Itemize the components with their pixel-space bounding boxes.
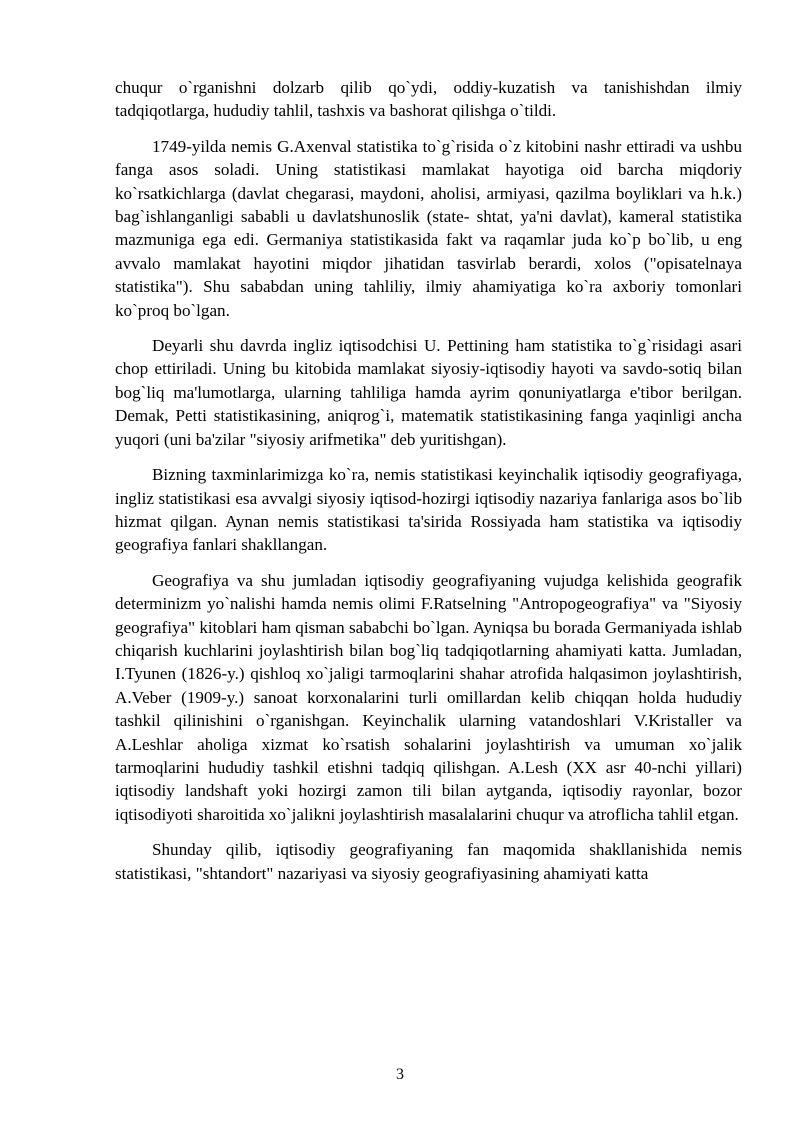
page-number: 3: [396, 1066, 404, 1083]
paragraph-conclusion: Shunday qilib, iqtisodiy geografiyaning fan maqomida shakllanishida nemis statistikasi, "shtandort" nazariyasi va siyosiy geografiyasining ahamiyati katta: [115, 840, 742, 883]
paragraph-geography-origins: Geografiya va shu jumladan iqtisodiy geografiyaning vujudga kelishida geografik determinizm yo`nalishi hamda nemis olimi F.Ratselning "Antropogeografiya" va "Siyosiy geografiya" kitoblari ham qisman sababchi bo`lgan. Ayniqsa bu borada Germaniyada ishlab chiqarish kuchlarini joylashtirish bilan bog`liq tadqiqotlarning ahamiyati katta. Jumladan, I.Tyunen (1826-y.) qishloq xo`jaligi tarmoqlarini shahar atrofida halqasimon joylashtirish, A.Veber (1909-y.) sanoat korxonalarini turli omillardan kelib chiqqan holda hududiy tashkil qilinishini o`rganishgan. Keyinchalik ularning vatandoshlari V.Kristaller va A.Leshlar aholiga xizmat ko`rsatish sohalarini joylashtirish va umuman xo`jalik tarmoqlarini hududiy tashkil etishni tadqiq qilishgan. A.Lesh (XX asr 40-nchi yillari) iqtisodiy landshaft yoki hozirgi zamon tili bilan aytganda, iqtisodiy rayonlar, bozor iqtisodiyoti sharoitida xo`jalikni joylashtirish masalalarini chuqur va atroflicha tahlil etgan.: [115, 570, 742, 824]
paragraph-axenval: 1749-yilda nemis G.Axenval statistika to`g`risida o`z kitobini nashr ettiradi va ushbu fanga asos soladi. Uning statistikasi mamlakat hayotiga oid barcha miqdoriy ko`rsatkichlarga (davlat chegarasi, maydoni, aholisi, armiyasi, qazilma boyliklari va h.k.) bag`ishlanganligi sababli u davlatshunoslik (state- shtat, ya'ni davlat), kameral statistika mazmuniga ega edi. Germaniya statistikasida fakt va raqamlar juda ko`p bo`lib, u eng avvalo mamlakat hayotini miqdor jihatidan tasvirlab berardi, xolos ("opisatelnaya statistika"). Shu sababdan uning tahliliy, ilmiy ahamiyatiga ko`ra axboriy tomonlari ko`proq bo`lgan.: [115, 136, 742, 320]
paragraph-petti: Deyarli shu davrda ingliz iqtisodchisi U. Pettining ham statistika to`g`risidagi asari chop ettiriladi. Uning bu kitobida mamlakat siyosiy-iqtisodiy hayoti va savdo-sotiq bilan bog`liq ma'lumotlarga, ularning tahliliga hamda ayrim qonuniyatlarga e'tibor berilgan. Demak, Petti statistikasining, aniqrog`i, matematik statistikasining fanga yaqinligi ancha yuqori (uni ba'zilar "siyosiy arifmetika" deb yuritishgan).: [115, 336, 742, 449]
paragraph-continuation: chuqur o`rganishni dolzarb qilib qo`ydi, oddiy-kuzatish va tanishishdan ilmiy tadqiqotlarga, hududiy tahlil, tashxis va bashorat qilishga o`tildi.: [115, 78, 742, 121]
paragraph-statistics-influence: Bizning taxminlarimizga ko`ra, nemis statistikasi keyinchalik iqtisodiy geografiyaga, ingliz statistikasi esa avvalgi siyosiy iqtisod-hozirgi iqtisodiy nazariya fanlariga asos bo`lib hizmat qilgan. Aynan nemis statistikasi ta'sirida Rossiyada ham statistika va iqtisodiy geografiya fanlari shakllangan.: [115, 465, 742, 555]
document-page: [115, 76, 742, 897]
